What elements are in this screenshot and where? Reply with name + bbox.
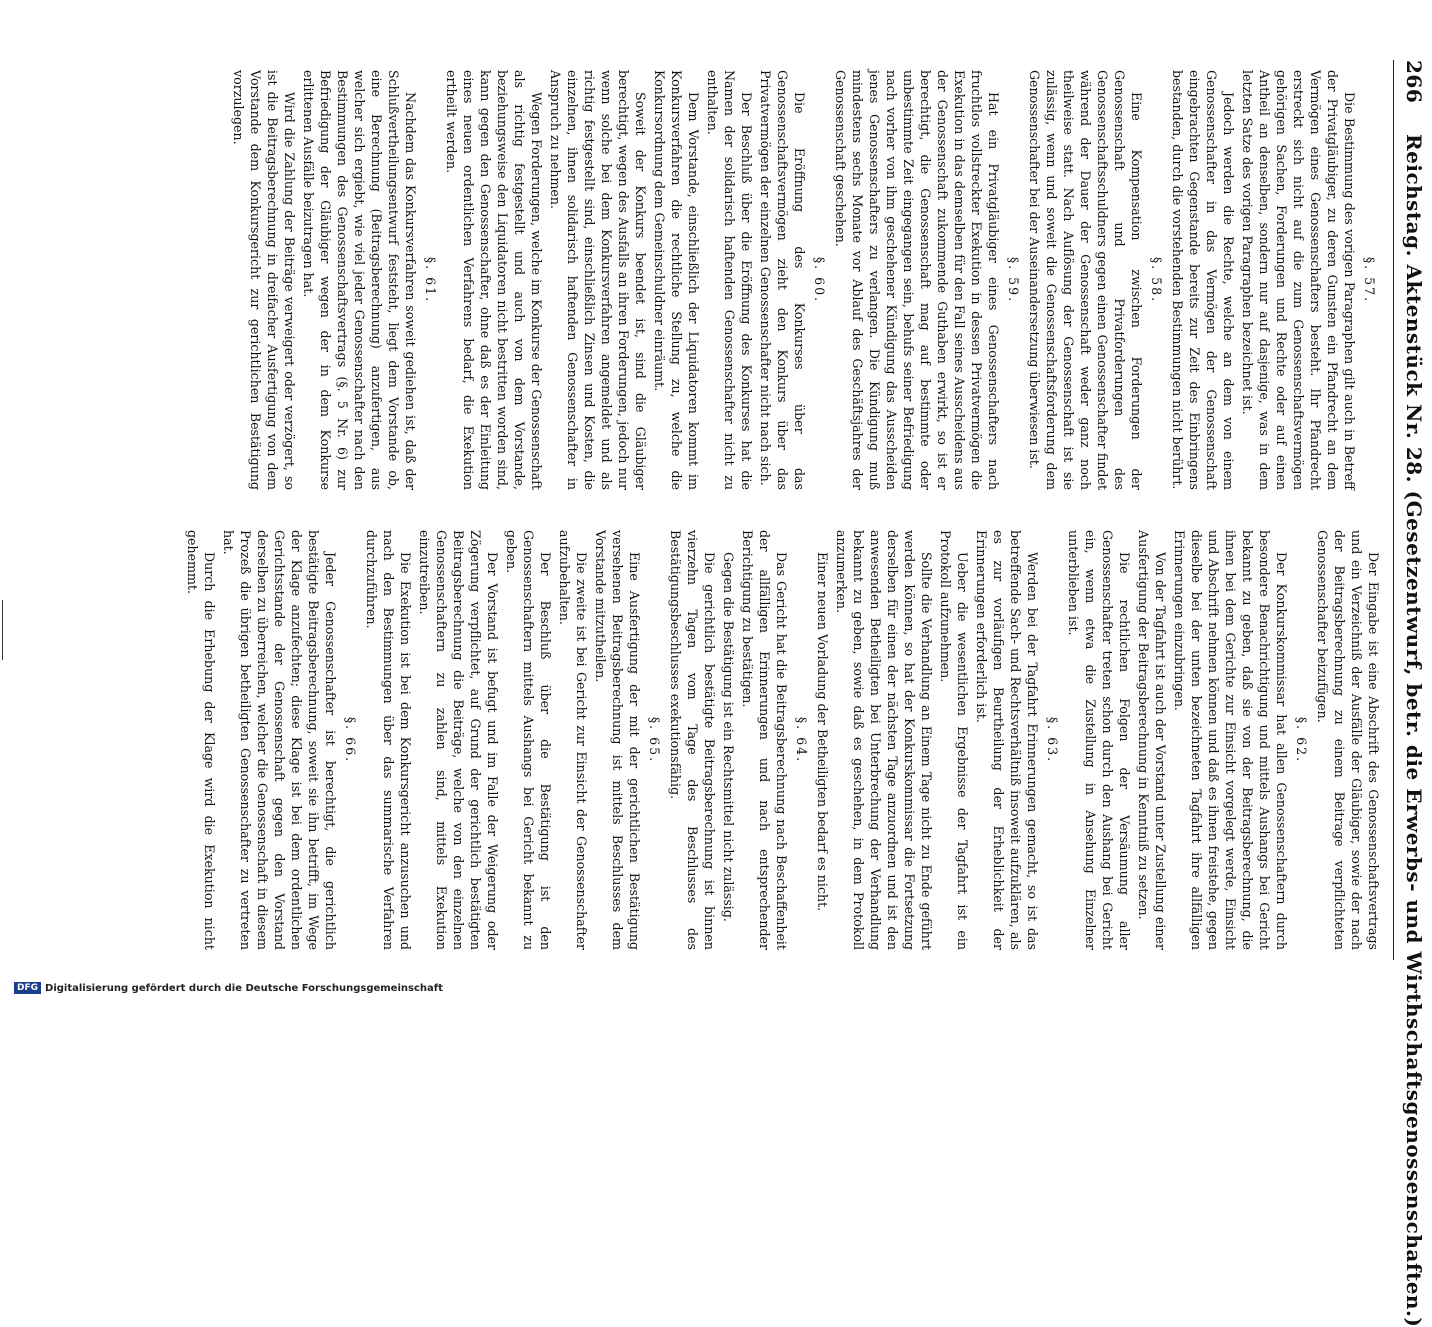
paragraph: Das Gericht hat die Beitragsberechnung nach Beschaffenheit der allfälligen Erinnerungen und nach entsprechender Berichtigung zu bestätigen. [740,530,789,950]
paragraph: Die gerichtlich bestätigte Beitragsberechnung ist binnen vierzehn Tagen vom Tage des Beschlusses des Bestätigungsbeschlusses exekutionsfähig. [668,530,717,950]
paragraph: Der Beschluß über die Eröffnung des Konkurses hat die Namen der solidarisch haftenden Genossenschafter nicht zu enthalten. [705,70,754,490]
section-heading: §. 58. [1149,256,1164,304]
section-heading: §. 66. [343,716,358,764]
digitization-credit: Digitalisierung gefördert durch die Deutsche Forschungsgemeinschaft [45,982,443,994]
section-heading: §. 61. [423,256,438,304]
paragraph: Die Bestimmung des vorigen Paragraphen gilt auch in Betreff der Privatgläubiger, zu deren Gunsten ein Pfandrecht an dem Vermögen eines Genossenschafters besteht. Ihr Pfandrecht erstreckt sich nicht auf die zum Genossenschaftsvermögen gehörigen Sachen, Forderungen und Rechte oder auf einen Antheil an denselben, sondern nur auf dasjenige, was in dem letzten Satze des vorigen Paragraphen bezeichnet ist. [1240,70,1357,490]
paragraph: Jeder Genossenschafter ist berechtigt, die gerichtlich bestätigte Beitragsberechnung, soweit sie ihn betrifft, im Wege der Klage anzufechten; diese Klage ist bei dem ordentlichen Gerichtsstande der Genossenschaft gegen den Vorstand derselben zu überreichen, welcher die Genossenschaft in diesem Prozeß die übrigen betheiligten Genossenschafter zu vertreten hat. [221,530,338,950]
paragraph: Nachdem das Konkursverfahren soweit gediehen ist, daß der Schlußvertheilungsentwurf feststeht, liegt dem Vorstande ob, eine Berechnung (Beitragsberechnung) anzufertigen, aus welcher sich ergiebt, wie viel jeder Genossenschafter nach den Bestimmungen des Genossenschaftsvertrags (§. 5 Nr. 6) zur Befriedigung der Gläubiger wegen der in dem Konkurse erlittenen Ausfälle beizutragen hat. [301,70,418,490]
section-heading: §. 59. [1006,256,1021,304]
header-rule [1393,60,1394,960]
running-title: Reichstag. Aktenstück Nr. 28. (Gesetzentwurf, betr. die Erwerbs- und Wirthschaftsgenossenschaften.) [1402,134,1426,1327]
paragraph: Die rechtlichen Folgen der Versäumung aller Genossenschafter treten schon durch den Aushang bei Gericht ein, wenn etwa die Zustellung in Ansehung Einzelner unterblieben ist. [1066,530,1132,950]
section-heading: §. 64. [794,716,809,764]
text-column-right [182,530,1382,950]
section-heading: §. 57. [1362,256,1377,304]
paragraph: Sollte die Verhandlung an Einem Tage nicht zu Ende geführt werden können, so hat der Konkurskommissar die Fortsetzung derselben für einen der nächsten Tage anzuordnen und ist den anwesenden Betheiligten bei Unterbrechung der Verhandlung bekannt zu geben, sowie daß es geschehen, in dem Protokoll anzumerken. [834,530,934,950]
section-heading: §. 63. [1045,716,1060,764]
page-header [1392,60,1426,1327]
paragraph: Jedoch werden die Rechte, welche an dem von einem Genossenschafter in das Vermögen der Genossenschaft eingebrachten Gegenstande bereits zur Zeit des Einbringens bestanden, durch die vorstehenden Bestimmungen nicht berührt. [1170,70,1236,490]
paragraph: Dem Vorstande, einschließlich der Liquidatoren kommt im Konkursverfahren die rechtliche Stellung zu, welche die Konkursordnung dem Gemeinschuldner einräumt. [652,70,701,490]
paragraph: Von der Tagfahrt ist auch der Vorstand unter Zustellung einer Ausfertigung der Beitragsberechnung in Kenntniß zu setzen. [1136,530,1168,950]
section-heading: §. 60. [812,256,827,304]
paragraph: Wird die Zahlung der Beiträge verweigert oder verzögert, so ist die Beitragsberechnung in dreifacher Ausfertigung von dem Vorstande dem Konkursgericht zur gerichtlichen Bestätigung vorzulegen. [231,70,297,490]
text-column-left [228,70,1382,490]
paragraph: Durch die Erhebung der Klage wird die Exekution nicht gehemmt. [185,530,217,950]
section-heading: §. 65. [647,716,662,764]
bottom-rule [2,600,3,660]
paragraph: Der Eingabe ist eine Abschrift des Genossenschaftsvertrags und ein Verzeichniß der Ausfälle der Gläubiger, sowie der nach der Beitragsberechnung zu einem Beitrage verpflichteten Genossenschafter beizufügen. [1315,530,1381,950]
paragraph: Eine Ausfertigung der mit der gerichtlichen Bestätigung versehenen Beitragsberechnung ist mittels Beschlusses dem Vorstande mitzutheilen. [593,530,642,950]
section-heading: §. 62. [1294,716,1309,764]
paragraph: Eine Kompensation zwischen Forderungen der Genossenschaft und Privatforderungen des Genossenschaftsschuldners gegen einen Genossenschafter findet während der Dauer der Genossenschaft weder ganz noch theilweise statt. Nach Auflösung der Genossenschaft ist sie zulässig, wenn und soweit die Genossenschaftsforderung dem Genossenschafter bei der Auseinandersetzung überwiesen ist. [1027,70,1144,490]
page-number: 266 [1402,60,1426,104]
paragraph: Der Beschluß über die Bestätigung ist den Genossenschaftern mittels Aushangs bei Gericht bekannt zu geben. [504,530,553,950]
paragraph: Einer neuen Vorladung der Betheiligten bedarf es nicht. [815,552,830,912]
paragraph: Wegen Forderungen, welche im Konkurse der Genossenschaft als richtig festgestellt und auch von dem Vorstande, beziehungsweise den Liquidatoren nicht bestritten worden sind, kann gegen den Genossenschafter, ohne daß es der Einleitung eines neuen ordentlichen Verfahrens bedarf, die Exekution ertheilt werden. [444,70,544,490]
paragraph: Der Konkurskommissar hat allen Genossenschaftern durch besondere Benachrichtigung und mittels Aushangs bei Gericht bekannt zu geben, daß sie von der Beitragsberechnung, die ihnen bei dem Gerichte zur Einsicht vorgelegt werde, Einsicht und Abschrift nehmen können und daß es ihnen freistehe, gegen dieselbe bei der unten bezeichneten Tagfahrt ihre allfälligen Erinnerungen einzubringen. [1172,530,1289,950]
paragraph: Soweit der Konkurs beendet ist, sind die Gläubiger berechtigt, wegen des Ausfalls an ihren Forderungen, jedoch nur wenn solche bei dem Konkursverfahren angemeldet und als richtig festgestellt sind, einschließlich Zinsen und Kosten, die einzelnen, ihnen solidarisch haftenden Genossenschafter in Anspruch zu nehmen. [548,70,648,490]
paragraph: Werden bei der Tagfahrt Erinnerungen gemacht, so ist das betreffende Sach- und Rechtsverhältniß insoweit aufzuklären, als es zur vorläufigen Beurtheilung der Erheblichkeit der Erinnerungen erforderlich ist. [974,530,1040,950]
paragraph: Der Vorstand ist befugt und im Falle der Weigerung oder Zögerung verpflichtet, auf Grund der gerichtlich bestätigten Beitragsberechnung die Beiträge, welche von den einzelnen Genossenschaftern zu zahlen sind, mittels Exekution einzutreiben. [417,530,500,950]
paragraph: Gegen die Bestätigung ist ein Rechtsmittel nicht zulässig. [721,552,736,922]
dfg-logo: DFG [14,982,41,994]
paragraph: Die zweite ist bei Gericht zur Einsicht der Genossenschafter aufzubehalten. [557,530,589,950]
paragraph: Hat ein Privatgläubiger eines Genossenschafters nach fruchtlos vollstreckter Exekution in dessen Privatvermögen die Exekution in das demselben für den Fall seines Ausscheidens aus der Genossenschaft zukommende Guthaben erwirkt, so ist er berechtigt, die Genossenschaft mag auf bestimmte oder unbestimmte Zeit eingegangen sein, behufs seiner Befriedigung nach vorher von ihm geschehener Kündigung das Ausscheiden jenes Genossenschafters zu verlangen. Die Kündigung muß mindestens sechs Monate vor Ablauf des Geschäftsjahres der Genossenschaft geschehen. [833,70,1001,490]
paragraph: Die Exekution ist bei dem Konkursgericht anzusuchen und nach den Bestimmungen über das summarische Verfahren durchzuführen. [364,530,413,950]
paragraph: Ueber die wesentlichen Ergebnisse der Tagfahrt ist ein Protokoll aufzunehmen. [938,530,970,950]
digitization-footer [14,982,443,994]
paragraph: Die Eröffnung des Konkurses über das Genossenschaftsvermögen zieht den Konkurs über das Privatvermögen der einzelnen Genossenschafter nicht nach sich. [758,70,807,490]
